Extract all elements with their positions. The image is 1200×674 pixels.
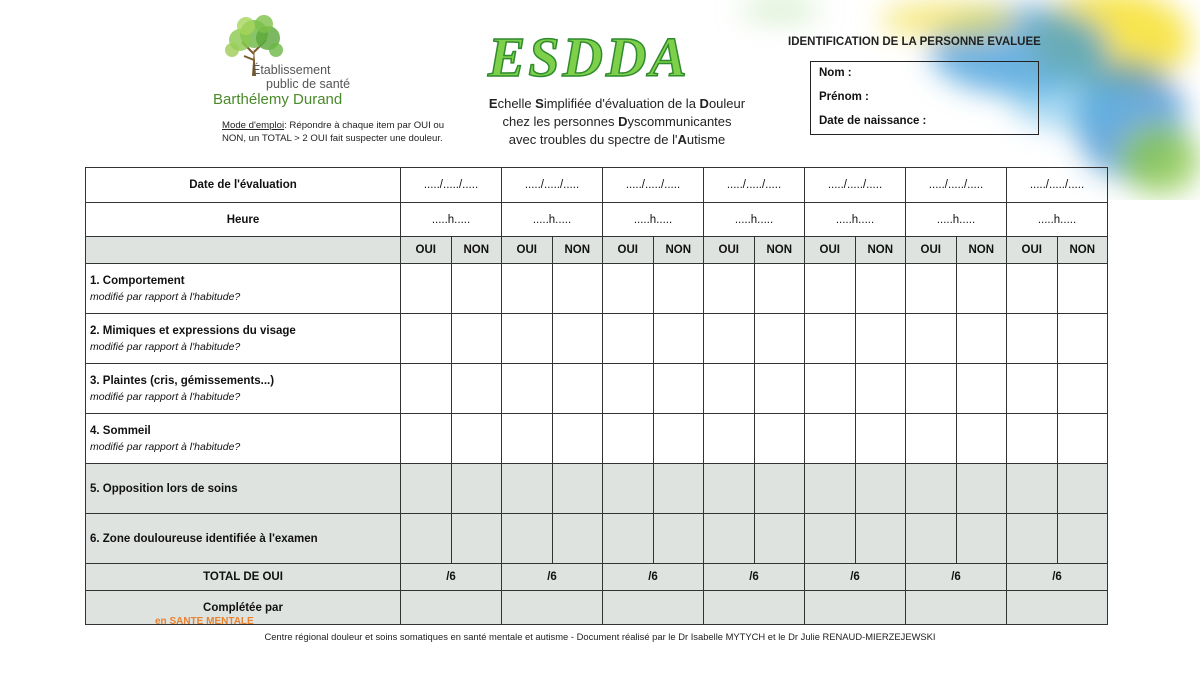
subtitle-part: utisme <box>686 132 726 147</box>
non-checkbox-cell[interactable] <box>1057 464 1108 514</box>
non-checkbox-cell[interactable] <box>855 414 906 464</box>
footer: Centre régional douleur et soins somatiques en santé mentale et autisme - Document réalisé par le Dr Isabelle MYTYCH et le Dr Julie RENAUD-MIERZEJEWSKI <box>264 631 936 642</box>
table-row <box>86 314 1108 364</box>
non-checkbox-cell[interactable] <box>956 314 1007 364</box>
oui-checkbox-cell[interactable] <box>906 464 957 514</box>
item-label <box>86 264 401 314</box>
oui-checkbox-cell[interactable] <box>401 414 452 464</box>
table-row <box>86 514 1108 564</box>
date-cell[interactable]: ...../...../..... <box>401 168 502 203</box>
non-checkbox-cell[interactable] <box>956 514 1007 564</box>
oui-checkbox-cell[interactable] <box>906 514 957 564</box>
non-checkbox-cell[interactable] <box>653 314 704 364</box>
non-checkbox-cell[interactable] <box>451 514 502 564</box>
non-checkbox-cell[interactable] <box>855 314 906 364</box>
item-subtitle: modifié par rapport à l'habitude? <box>90 390 241 403</box>
total-cell: /6 <box>906 564 1007 591</box>
oui-checkbox-cell[interactable] <box>906 414 957 464</box>
date-cell[interactable]: ...../...../..... <box>502 168 603 203</box>
item-subtitle: modifié par rapport à l'habitude? <box>90 290 241 303</box>
completed-cell[interactable] <box>401 591 502 625</box>
instructions-label: Mode d'emploi <box>222 120 285 131</box>
item-title: 3. Plaintes (cris, gémissements...) <box>90 374 275 387</box>
non-checkbox-cell[interactable] <box>653 514 704 564</box>
oui-checkbox-cell[interactable] <box>603 414 654 464</box>
completed-cell[interactable] <box>704 591 805 625</box>
subtitle-line2 <box>452 113 782 131</box>
non-checkbox-cell[interactable] <box>1057 314 1108 364</box>
subtitle-part: chelle <box>497 96 536 111</box>
table-row <box>86 464 1108 514</box>
non-checkbox-cell[interactable] <box>1057 514 1108 564</box>
oui-checkbox-cell[interactable] <box>906 314 957 364</box>
date-cell[interactable]: ...../...../..... <box>704 168 805 203</box>
oui-checkbox-cell[interactable] <box>1007 514 1058 564</box>
background-text: en SANTE MENTALE <box>155 616 254 627</box>
non-checkbox-cell[interactable] <box>754 464 805 514</box>
subtitle-part: chez les personnes <box>502 114 619 129</box>
non-checkbox-cell[interactable] <box>653 264 704 314</box>
oui-checkbox-cell[interactable] <box>1007 414 1058 464</box>
oui-checkbox-cell[interactable] <box>906 264 957 314</box>
table-row <box>86 168 1108 203</box>
completed-cell[interactable] <box>502 591 603 625</box>
oui-header: OUI <box>805 237 856 264</box>
subtitle-line1 <box>452 95 782 113</box>
table-row <box>86 414 1108 464</box>
total-cell: /6 <box>401 564 502 591</box>
non-checkbox-cell[interactable] <box>451 414 502 464</box>
non-checkbox-cell[interactable] <box>653 414 704 464</box>
nom-field[interactable]: Nom : <box>819 67 852 79</box>
non-checkbox-cell[interactable] <box>956 414 1007 464</box>
heure-cell[interactable]: .....h..... <box>401 203 502 237</box>
date-cell[interactable]: ...../...../..... <box>1007 168 1108 203</box>
oui-checkbox-cell[interactable] <box>704 414 755 464</box>
non-checkbox-cell[interactable] <box>855 514 906 564</box>
non-checkbox-cell[interactable] <box>855 264 906 314</box>
subtitle-part: avec troubles du spectre de l' <box>508 132 678 147</box>
instructions <box>222 119 452 145</box>
logo-text-line1: Établissement <box>252 63 331 77</box>
non-header: NON <box>754 237 805 264</box>
item-label <box>86 314 401 364</box>
subtitle-part: ouleur <box>708 96 746 111</box>
item-subtitle: modifié par rapport à l'habitude? <box>90 440 241 453</box>
birthdate-field[interactable]: Date de naissance : <box>819 115 927 127</box>
oui-checkbox-cell[interactable] <box>502 264 553 314</box>
subtitle-initial: D <box>618 114 628 129</box>
table-row <box>86 264 1108 314</box>
total-cell: /6 <box>1007 564 1108 591</box>
non-checkbox-cell[interactable] <box>451 264 502 314</box>
item-subtitle: modifié par rapport à l'habitude? <box>90 340 241 353</box>
non-checkbox-cell[interactable] <box>956 464 1007 514</box>
non-checkbox-cell[interactable] <box>754 414 805 464</box>
total-cell: /6 <box>603 564 704 591</box>
oui-checkbox-cell[interactable] <box>805 414 856 464</box>
subtitle-line3 <box>452 131 782 149</box>
non-header: NON <box>653 237 704 264</box>
oui-checkbox-cell[interactable] <box>704 314 755 364</box>
heure-cell[interactable]: .....h..... <box>805 203 906 237</box>
instructions-text: : Répondre à chaque item par OUI ou NON, un TOTAL > 2 OUI fait suspecter une douleur. <box>222 120 445 144</box>
oui-checkbox-cell[interactable] <box>603 464 654 514</box>
non-checkbox-cell[interactable] <box>451 364 502 414</box>
date-cell[interactable]: ...../...../..... <box>906 168 1007 203</box>
non-checkbox-cell[interactable] <box>754 364 805 414</box>
logo-text-line3: Barthélemy Durand <box>213 91 343 108</box>
oui-header: OUI <box>906 237 957 264</box>
page-title: ESDDA <box>488 27 690 89</box>
oui-checkbox-cell[interactable] <box>401 314 452 364</box>
oui-checkbox-cell[interactable] <box>805 314 856 364</box>
heure-cell[interactable]: .....h..... <box>603 203 704 237</box>
subtitle-part: implifiée d'évaluation de la <box>543 96 700 111</box>
table-row <box>86 237 1108 264</box>
non-checkbox-cell[interactable] <box>552 464 603 514</box>
oui-checkbox-cell[interactable] <box>401 514 452 564</box>
non-checkbox-cell[interactable] <box>552 364 603 414</box>
identification-title: IDENTIFICATION DE LA PERSONNE EVALUEE <box>788 36 1041 48</box>
oui-checkbox-cell[interactable] <box>805 264 856 314</box>
date-label: Date de l'évaluation <box>86 168 401 203</box>
item-label <box>86 514 401 564</box>
logo-text-line2: public de santé <box>266 77 351 91</box>
item-label <box>86 364 401 414</box>
oui-checkbox-cell[interactable] <box>704 514 755 564</box>
non-checkbox-cell[interactable] <box>754 514 805 564</box>
table-row <box>86 364 1108 414</box>
total-cell: /6 <box>805 564 906 591</box>
oui-checkbox-cell[interactable] <box>502 514 553 564</box>
oui-checkbox-cell[interactable] <box>603 514 654 564</box>
date-cell[interactable]: ...../...../..... <box>805 168 906 203</box>
oui-checkbox-cell[interactable] <box>502 414 553 464</box>
oui-checkbox-cell[interactable] <box>1007 364 1058 414</box>
subtitle-initial: A <box>677 132 687 147</box>
oui-checkbox-cell[interactable] <box>1007 314 1058 364</box>
oui-checkbox-cell[interactable] <box>906 364 957 414</box>
oui-checkbox-cell[interactable] <box>805 464 856 514</box>
non-checkbox-cell[interactable] <box>451 464 502 514</box>
oui-checkbox-cell[interactable] <box>401 464 452 514</box>
non-checkbox-cell[interactable] <box>1057 414 1108 464</box>
heure-cell[interactable]: .....h..... <box>906 203 1007 237</box>
oui-header: OUI <box>401 237 452 264</box>
item-title: 5. Opposition lors de soins <box>90 482 238 495</box>
identification-box <box>810 61 1039 135</box>
oui-checkbox-cell[interactable] <box>603 314 654 364</box>
total-label: TOTAL DE OUI <box>86 564 401 591</box>
total-cell: /6 <box>704 564 805 591</box>
heure-label: Heure <box>86 203 401 237</box>
oui-header: OUI <box>1007 237 1058 264</box>
non-checkbox-cell[interactable] <box>552 314 603 364</box>
heure-cell[interactable]: .....h..... <box>704 203 805 237</box>
non-checkbox-cell[interactable] <box>653 364 704 414</box>
subtitle-part: yscommunicantes <box>627 114 732 129</box>
yn-header-spacer <box>86 237 401 264</box>
table-row <box>86 564 1108 591</box>
oui-checkbox-cell[interactable] <box>502 314 553 364</box>
oui-checkbox-cell[interactable] <box>603 364 654 414</box>
date-cell[interactable]: ...../...../..... <box>603 168 704 203</box>
heure-cell[interactable]: .....h..... <box>1007 203 1108 237</box>
item-title: 2. Mimiques et expressions du visage <box>90 324 296 337</box>
non-checkbox-cell[interactable] <box>855 364 906 414</box>
table-row <box>86 203 1108 237</box>
non-header: NON <box>855 237 906 264</box>
completed-cell[interactable] <box>906 591 1007 625</box>
non-header: NON <box>552 237 603 264</box>
oui-header: OUI <box>704 237 755 264</box>
subtitle-initial: D <box>699 96 709 111</box>
non-checkbox-cell[interactable] <box>1057 264 1108 314</box>
oui-checkbox-cell[interactable] <box>603 264 654 314</box>
non-header: NON <box>451 237 502 264</box>
total-cell: /6 <box>502 564 603 591</box>
item-label <box>86 464 401 514</box>
heure-cell[interactable]: .....h..... <box>502 203 603 237</box>
prenom-field[interactable]: Prénom : <box>819 91 869 103</box>
non-checkbox-cell[interactable] <box>754 314 805 364</box>
completed-label: Complétée par <box>86 591 401 625</box>
item-title: 1. Comportement <box>90 274 185 287</box>
non-checkbox-cell[interactable] <box>754 264 805 314</box>
item-label <box>86 414 401 464</box>
oui-checkbox-cell[interactable] <box>401 364 452 414</box>
non-checkbox-cell[interactable] <box>552 414 603 464</box>
subtitle <box>452 95 782 149</box>
oui-checkbox-cell[interactable] <box>502 464 553 514</box>
non-checkbox-cell[interactable] <box>653 464 704 514</box>
oui-checkbox-cell[interactable] <box>805 514 856 564</box>
non-checkbox-cell[interactable] <box>1057 364 1108 414</box>
item-title: 4. Sommeil <box>90 424 151 437</box>
non-checkbox-cell[interactable] <box>956 364 1007 414</box>
non-checkbox-cell[interactable] <box>855 464 906 514</box>
oui-checkbox-cell[interactable] <box>401 264 452 314</box>
evaluation-table <box>85 167 1108 625</box>
non-header: NON <box>1057 237 1108 264</box>
non-checkbox-cell[interactable] <box>552 514 603 564</box>
non-checkbox-cell[interactable] <box>956 264 1007 314</box>
completed-cell[interactable] <box>603 591 704 625</box>
subtitle-initial: E <box>488 96 498 111</box>
oui-checkbox-cell[interactable] <box>1007 464 1058 514</box>
completed-cell[interactable] <box>805 591 906 625</box>
oui-checkbox-cell[interactable] <box>805 364 856 414</box>
non-checkbox-cell[interactable] <box>451 314 502 364</box>
oui-checkbox-cell[interactable] <box>704 364 755 414</box>
oui-checkbox-cell[interactable] <box>1007 264 1058 314</box>
non-header: NON <box>956 237 1007 264</box>
oui-checkbox-cell[interactable] <box>704 264 755 314</box>
oui-checkbox-cell[interactable] <box>502 364 553 414</box>
completed-cell[interactable] <box>1007 591 1108 625</box>
subtitle-initial: S <box>535 96 544 111</box>
oui-checkbox-cell[interactable] <box>704 464 755 514</box>
oui-header: OUI <box>502 237 553 264</box>
oui-header: OUI <box>603 237 654 264</box>
item-title: 6. Zone douloureuse identifiée à l'examen <box>90 532 318 545</box>
non-checkbox-cell[interactable] <box>552 264 603 314</box>
